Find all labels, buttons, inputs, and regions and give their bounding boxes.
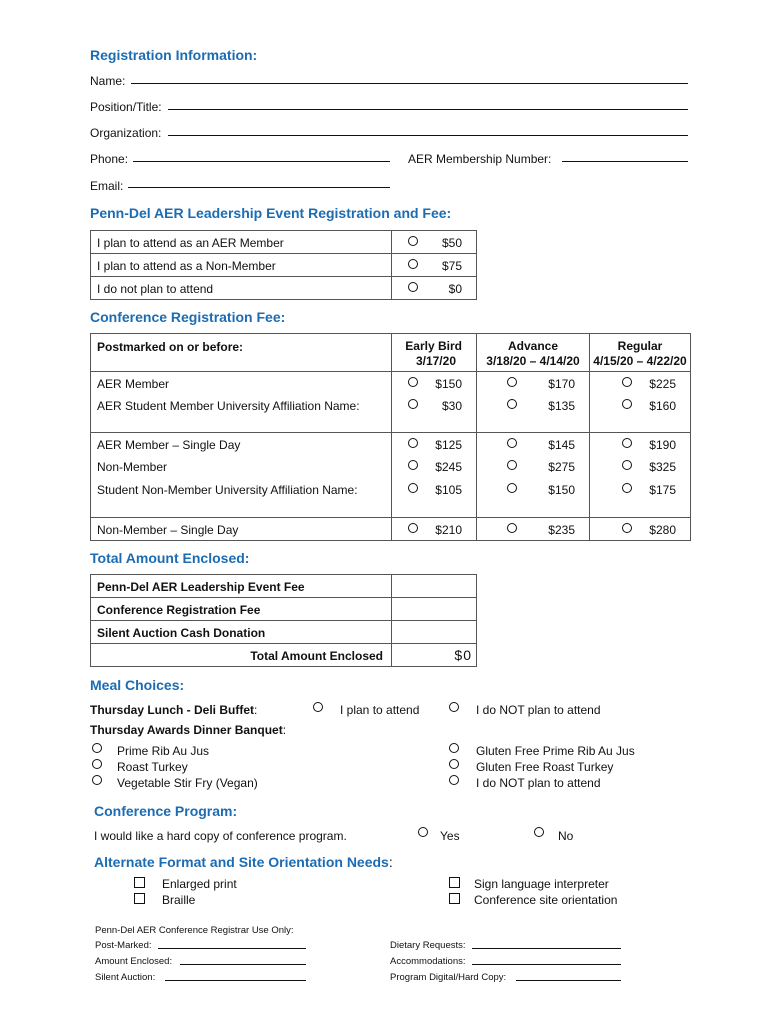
phone-field[interactable] xyxy=(133,161,390,162)
conference-row xyxy=(91,479,691,518)
price-cell xyxy=(392,433,477,456)
regular-title: Regular xyxy=(617,339,663,353)
dinner-gf-prime-rib-radio[interactable] xyxy=(449,743,459,753)
price-cell xyxy=(477,372,590,395)
sign-language-label: Sign language interpreter xyxy=(474,877,609,891)
price-radio[interactable] xyxy=(507,438,517,448)
total-row xyxy=(91,621,477,644)
early-bird-title: Early Bird xyxy=(405,339,462,353)
price-cell xyxy=(477,395,590,433)
conference-row-label-cell xyxy=(91,456,392,479)
price-cell xyxy=(590,456,691,479)
name-field[interactable] xyxy=(131,83,688,84)
total-row-label: Penn-Del AER Leadership Event Fee xyxy=(97,580,305,594)
conference-row xyxy=(91,372,691,395)
price-radio[interactable] xyxy=(408,523,418,533)
accommodations-field[interactable] xyxy=(472,964,621,965)
dinner-gf-prime-rib-label: Gluten Free Prime Rib Au Jus xyxy=(476,744,635,758)
program-yes-label: Yes xyxy=(440,829,460,843)
membership-number-field[interactable] xyxy=(562,161,688,162)
dinner-not-attend-label: I do NOT plan to attend xyxy=(476,776,601,790)
price-cell xyxy=(590,433,691,456)
leadership-nonmember-radio[interactable] xyxy=(408,259,418,269)
total-row-value-cell[interactable] xyxy=(392,598,477,621)
price-radio[interactable] xyxy=(408,438,418,448)
program-copy-label: Program Digital/Hard Copy: xyxy=(390,972,507,983)
program-yes-radio[interactable] xyxy=(418,827,428,837)
enlarged-print-checkbox[interactable] xyxy=(134,877,145,888)
price-value: $30 xyxy=(441,398,462,413)
total-row xyxy=(91,598,477,621)
price-radio[interactable] xyxy=(408,460,418,470)
price-cell xyxy=(477,479,590,518)
price-value: $245 xyxy=(435,459,462,474)
price-cell xyxy=(477,518,590,541)
early-bird-dates: 3/17/20 xyxy=(415,354,456,368)
dinner-roast-turkey-radio[interactable] xyxy=(92,759,102,769)
lunch-not-attend-label: I do NOT plan to attend xyxy=(476,703,601,717)
price-radio[interactable] xyxy=(622,438,632,448)
price-value: $105 xyxy=(435,482,462,497)
conference-row-label-cell xyxy=(91,518,392,541)
price-value: $160 xyxy=(649,398,676,413)
dinner-gf-turkey-label: Gluten Free Roast Turkey xyxy=(476,760,614,774)
price-cell xyxy=(590,395,691,433)
price-radio[interactable] xyxy=(622,377,632,387)
total-row-label: Silent Auction Cash Donation xyxy=(97,626,266,640)
price-cell xyxy=(477,456,590,479)
leadership-row-label-cell xyxy=(91,277,392,300)
price-cell xyxy=(392,456,477,479)
amount-enclosed-field[interactable] xyxy=(180,964,306,965)
price-cell xyxy=(590,479,691,518)
dinner-roast-turkey-label: Roast Turkey xyxy=(117,760,188,774)
dinner-label-colon: : xyxy=(282,723,287,737)
leadership-not-attend-radio[interactable] xyxy=(408,282,418,292)
total-row-label-cell xyxy=(91,575,392,598)
conference-heading: Conference Registration Fee: xyxy=(90,309,286,325)
conference-row-label: Non-Member – Single Day xyxy=(97,523,239,537)
leadership-option-label: I plan to attend as a Non-Member xyxy=(97,259,276,273)
leadership-row xyxy=(91,231,477,254)
price-value: $325 xyxy=(649,459,676,474)
price-cell xyxy=(392,518,477,541)
amount-enclosed-label: Amount Enclosed: xyxy=(95,956,173,967)
lunch-label-colon: : xyxy=(254,703,258,717)
price-value: $170 xyxy=(548,377,575,391)
accommodations-label: Accommodations: xyxy=(390,956,466,967)
early-bird-header xyxy=(392,334,477,372)
braille-label: Braille xyxy=(162,893,196,907)
registrar-title: Penn-Del AER Conference Registrar Use Only: xyxy=(95,925,294,936)
price-radio[interactable] xyxy=(507,377,517,387)
alternate-heading xyxy=(94,854,393,870)
leadership-row-price-cell xyxy=(392,277,477,300)
price-value: $235 xyxy=(548,523,575,537)
post-marked-field[interactable] xyxy=(158,948,306,949)
price-radio[interactable] xyxy=(507,483,517,493)
site-orientation-checkbox[interactable] xyxy=(449,893,460,904)
price-value: $210 xyxy=(435,523,462,537)
price-radio[interactable] xyxy=(622,460,632,470)
site-orientation-label: Conference site orientation xyxy=(474,893,618,907)
price-radio[interactable] xyxy=(622,399,632,409)
total-row-label: Conference Registration Fee xyxy=(97,603,261,617)
conference-row-label: AER Member – Single Day xyxy=(97,438,241,452)
dietary-requests-label: Dietary Requests: xyxy=(390,940,466,951)
conference-row xyxy=(91,456,691,479)
program-copy-field[interactable] xyxy=(516,980,621,981)
alternate-heading-text: Alternate Format and Site Orientation Needs xyxy=(94,854,389,870)
phone-label: Phone: xyxy=(90,152,129,166)
leadership-row-price-cell xyxy=(392,254,477,277)
price-radio[interactable] xyxy=(622,523,632,533)
enlarged-print-label: Enlarged print xyxy=(162,877,237,891)
leadership-row-label-cell xyxy=(91,254,392,277)
lunch-label xyxy=(90,703,257,717)
dinner-vegan-label: Vegetable Stir Fry (Vegan) xyxy=(117,776,258,790)
price-value: $135 xyxy=(548,398,575,413)
price-value: $125 xyxy=(435,438,462,452)
price-value: $150 xyxy=(435,377,462,391)
leadership-member-radio[interactable] xyxy=(408,236,418,246)
total-amount-label: Total Amount Enclosed xyxy=(250,649,383,663)
program-question: I would like a hard copy of conference program. xyxy=(94,829,347,843)
leadership-row-price-cell xyxy=(392,231,477,254)
conference-row-label: Non-Member xyxy=(97,459,168,474)
conference-header-label-cell xyxy=(91,334,392,372)
lunch-label-text: Thursday Lunch - Deli Buffet xyxy=(90,703,255,717)
leadership-option-label: I plan to attend as an AER Member xyxy=(97,236,284,250)
dinner-label xyxy=(90,723,286,737)
leadership-table xyxy=(90,230,477,300)
advance-dates: 3/18/20 – 4/14/20 xyxy=(486,354,580,368)
organization-field[interactable] xyxy=(168,135,688,136)
total-amount-value-cell[interactable] xyxy=(392,644,477,667)
conference-row-label: AER Member xyxy=(97,377,170,391)
total-row-label-cell xyxy=(91,621,392,644)
total-row-label-cell xyxy=(91,598,392,621)
regular-header xyxy=(590,334,691,372)
leadership-row xyxy=(91,254,477,277)
program-no-label: No xyxy=(558,829,574,843)
advance-header xyxy=(477,334,590,372)
total-amount-value: $0 xyxy=(454,647,472,663)
conference-row-label-cell xyxy=(91,479,392,518)
sign-language-checkbox[interactable] xyxy=(449,877,460,888)
registration-heading: Registration Information: xyxy=(90,47,258,63)
alternate-heading-colon: : xyxy=(388,854,393,870)
position-label: Position/Title: xyxy=(90,100,162,114)
total-row xyxy=(91,644,477,667)
conference-row-label: Student Non-Member University Affiliation Name: xyxy=(97,482,358,497)
dinner-gf-turkey-radio[interactable] xyxy=(449,759,459,769)
conference-row-label-cell xyxy=(91,395,392,433)
postmarked-label: Postmarked on or before: xyxy=(97,340,244,354)
advance-title: Advance xyxy=(507,339,559,353)
dinner-prime-rib-radio[interactable] xyxy=(92,743,102,753)
conference-row-label-cell xyxy=(91,433,392,456)
total-row-value-cell[interactable] xyxy=(392,621,477,644)
leadership-row xyxy=(91,277,477,300)
price-radio[interactable] xyxy=(622,483,632,493)
conference-row xyxy=(91,395,691,433)
price-radio[interactable] xyxy=(507,523,517,533)
price-cell xyxy=(590,372,691,395)
price-value: $225 xyxy=(649,377,676,391)
silent-auction-label: Silent Auction: xyxy=(95,972,156,983)
conference-fee-table xyxy=(90,333,691,541)
email-field[interactable] xyxy=(128,187,390,188)
price-cell xyxy=(392,479,477,518)
conference-header-row xyxy=(91,334,691,372)
program-heading: Conference Program: xyxy=(94,803,238,819)
price-value: $150 xyxy=(548,482,575,497)
price-value: $190 xyxy=(649,438,676,452)
conference-row-label: AER Student Member University Affiliation Name: xyxy=(97,398,360,413)
total-table xyxy=(90,574,477,667)
price-value: $275 xyxy=(548,459,575,474)
total-amount-label-cell xyxy=(91,644,392,667)
price-radio[interactable] xyxy=(507,460,517,470)
price-cell xyxy=(392,395,477,433)
price-radio[interactable] xyxy=(408,399,418,409)
leadership-price: $50 xyxy=(441,236,462,250)
regular-dates: 4/15/20 – 4/22/20 xyxy=(593,354,687,368)
name-label: Name: xyxy=(90,74,126,88)
total-heading: Total Amount Enclosed: xyxy=(90,550,250,566)
price-cell xyxy=(477,433,590,456)
leadership-price: $75 xyxy=(441,259,462,273)
total-row xyxy=(91,575,477,598)
position-field[interactable] xyxy=(168,109,688,110)
membership-number-label: AER Membership Number: xyxy=(408,152,552,166)
price-cell xyxy=(590,518,691,541)
price-value: $175 xyxy=(649,482,676,497)
meals-heading: Meal Choices: xyxy=(90,677,185,693)
conference-row xyxy=(91,518,691,541)
dinner-label-text: Thursday Awards Dinner Banquet xyxy=(90,723,283,737)
conference-row-label-cell xyxy=(91,372,392,395)
silent-auction-field[interactable] xyxy=(165,980,306,981)
leadership-heading: Penn-Del AER Leadership Event Registration and Fee: xyxy=(90,205,452,221)
dinner-vegan-radio[interactable] xyxy=(92,775,102,785)
lunch-attend-radio[interactable] xyxy=(313,702,323,712)
total-row-value-cell[interactable] xyxy=(392,575,477,598)
price-value: $145 xyxy=(548,438,575,452)
dietary-requests-field[interactable] xyxy=(472,948,621,949)
lunch-not-attend-radio[interactable] xyxy=(449,702,459,712)
program-no-radio[interactable] xyxy=(534,827,544,837)
price-radio[interactable] xyxy=(507,399,517,409)
dinner-not-attend-radio[interactable] xyxy=(449,775,459,785)
price-radio[interactable] xyxy=(408,377,418,387)
email-label: Email: xyxy=(90,179,124,193)
dinner-prime-rib-label: Prime Rib Au Jus xyxy=(117,744,210,758)
lunch-attend-label: I plan to attend xyxy=(340,703,420,717)
post-marked-label: Post-Marked: xyxy=(95,940,152,951)
braille-checkbox[interactable] xyxy=(134,893,145,904)
conference-row xyxy=(91,433,691,456)
price-value: $280 xyxy=(649,523,676,537)
organization-label: Organization: xyxy=(90,126,162,140)
leadership-price: $0 xyxy=(448,282,462,296)
leadership-option-label: I do not plan to attend xyxy=(97,282,214,296)
leadership-row-label-cell xyxy=(91,231,392,254)
price-cell xyxy=(392,372,477,395)
price-radio[interactable] xyxy=(408,483,418,493)
